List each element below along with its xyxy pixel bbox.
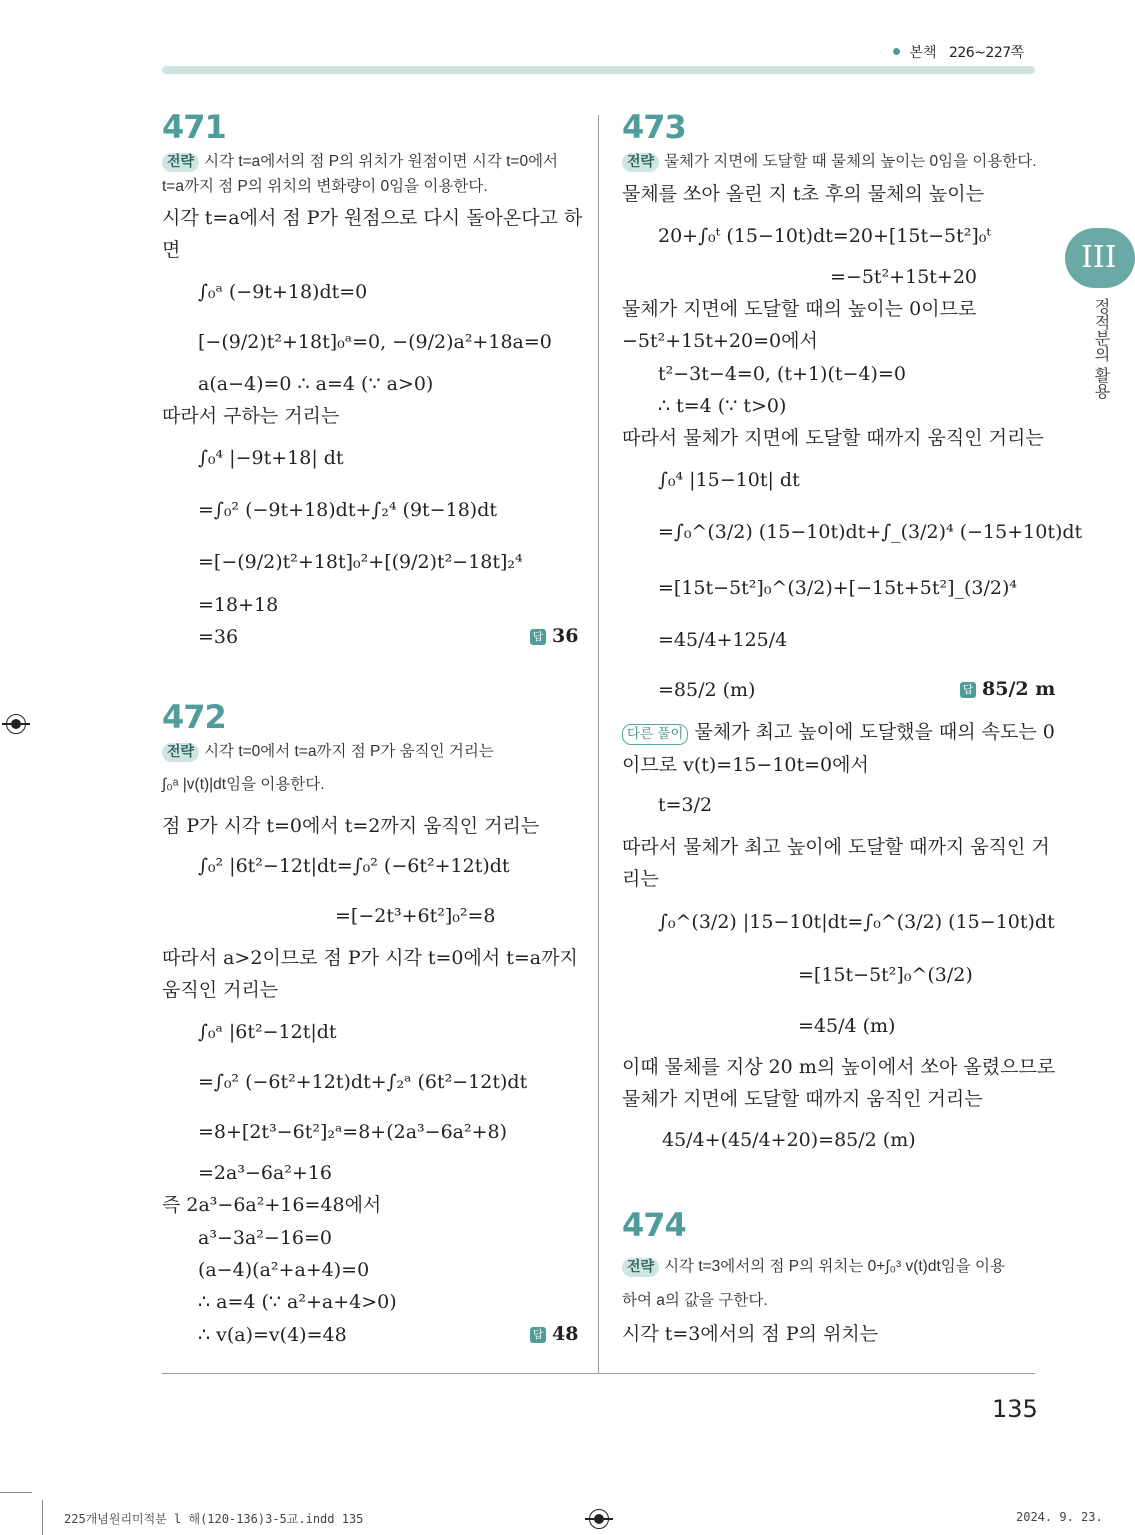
crop-mark [0, 1492, 32, 1493]
bullet-icon [893, 48, 900, 55]
answer [530, 625, 578, 647]
strategy-tag: 전략 [622, 1258, 659, 1277]
crop-mark [42, 1500, 43, 1535]
answer-value: 48 [552, 1323, 579, 1345]
problem-number: 474 [622, 1206, 686, 1244]
strategy-text: 시각 t=3에서의 점 P의 위치는 0+∫₀³ v(t)dt임을 이용 [664, 1258, 1005, 1275]
math-line: (a−4)(a²+a+4)=0 [198, 1259, 370, 1281]
math-line: ∫₀ᵃ |6t²−12t|dt [198, 1021, 337, 1043]
chapter-tab [1065, 228, 1135, 288]
solution-line: 따라서 물체가 최고 높이에 도달할 때까지 움직인 거 [622, 836, 1050, 858]
answer-value: 85/2 m [982, 678, 1056, 700]
strategy-tag: 전략 [162, 743, 199, 762]
math-line: =[−(9/2)t²+18t]₀²+[(9/2)t²−18t]₂⁴ [198, 551, 523, 573]
strategy-text: 시각 t=a에서의 점 P의 위치가 원점이면 시각 t=0에서 [204, 153, 559, 170]
strategy-line [622, 1255, 1005, 1279]
math-line: =∫₀² (−9t+18)dt+∫₂⁴ (9t−18)dt [198, 499, 497, 521]
math-line: =[15t−5t²]₀^(3/2) [798, 964, 973, 986]
math-line: ∫₀⁴ |−9t+18| dt [198, 447, 344, 469]
strategy-line [622, 150, 1037, 174]
math-line: =−5t²+15t+20 [830, 266, 978, 288]
strategy-tag: 전략 [162, 153, 199, 172]
footer-filename: 225개념원리미적분 l 해(120-136)3-5교.indd 135 [64, 1512, 364, 1526]
solution-line: 면 [162, 239, 181, 261]
solution-line: 즉 2a³−6a²+16=48에서 [162, 1194, 382, 1216]
math-line: t²−3t−4=0, (t+1)(t−4)=0 [658, 363, 906, 385]
math-line: =85/2 (m) [658, 679, 756, 701]
footer-date: 2024. 9. 23. [1016, 1510, 1103, 1524]
solution-line: 물체를 쏘아 올린 지 t초 후의 물체의 높이는 [622, 183, 984, 205]
strategy-line [162, 150, 558, 174]
page-header [893, 42, 1024, 62]
math-line: ∫₀^(3/2) |15−10t|dt=∫₀^(3/2) (15−10t)dt [658, 911, 1055, 933]
header-bar [162, 66, 1035, 74]
chapter-number: III [1081, 240, 1117, 275]
solution-line: 움직인 거리는 [162, 979, 279, 1001]
math-line: t=3/2 [658, 794, 713, 816]
solution-line: 시각 t=a에서 점 P가 원점으로 다시 돌아온다고 하 [162, 207, 583, 229]
math-line: ∫₀ᵃ (−9t+18)dt=0 [198, 281, 368, 303]
registration-mark-icon [6, 714, 26, 734]
answer-badge: 답 [960, 682, 976, 698]
math-line: =45/4+125/4 [658, 629, 788, 651]
math-line: =∫₀² (−6t²+12t)dt+∫₂ᵃ (6t²−12t)dt [198, 1071, 528, 1093]
bottom-rule [162, 1373, 1035, 1374]
math-line: ∴ a=4 (∵ a²+a+4>0) [198, 1291, 397, 1313]
solution-line: 리는 [622, 868, 659, 890]
chapter-title: 정적분의 활용 [1092, 298, 1111, 400]
math-line: ∴ v(a)=v(4)=48 [198, 1324, 347, 1346]
answer [960, 678, 1055, 700]
problem-number: 473 [622, 108, 686, 146]
math-line: =45/4 (m) [798, 1015, 896, 1037]
solution-line: 시각 t=3에서의 점 P의 위치는 [622, 1323, 879, 1345]
math-line: =8+[2t³−6t²]₂ᵃ=8+(2a³−6a²+8) [198, 1121, 508, 1143]
strategy-text: 시각 t=0에서 t=a까지 점 P가 움직인 거리는 [204, 743, 494, 760]
problem-number: 472 [162, 698, 226, 736]
strategy-line: ∫₀ᵃ |v(t)|dt임을 이용한다. [162, 776, 325, 793]
math-line: =[15t−5t²]₀^(3/2)+[−15t+5t²]_(3/2)⁴ [658, 577, 1018, 599]
answer-badge: 답 [530, 1327, 546, 1343]
answer-badge: 답 [530, 629, 546, 645]
math-line: ∴ t=4 (∵ t>0) [658, 395, 787, 417]
math-line: 20+∫₀ᵗ (15−10t)dt=20+[15t−5t²]₀ᵗ [658, 225, 992, 247]
solution-line: 점 P가 시각 t=0에서 t=2까지 움직인 거리는 [162, 815, 540, 837]
strategy-text: 물체가 지면에 도달할 때 물체의 높이는 0임을 이용한다. [664, 153, 1037, 170]
math-line: 45/4+(45/4+20)=85/2 (m) [662, 1129, 916, 1151]
solution-line: 따라서 구하는 거리는 [162, 405, 340, 427]
math-line: ∫₀⁴ |15−10t| dt [658, 469, 800, 491]
math-line: ∫₀² |6t²−12t|dt=∫₀² (−6t²+12t)dt [198, 855, 510, 877]
strategy-line: 하여 a의 값을 구한다. [622, 1292, 768, 1309]
page-number: 135 [992, 1395, 1038, 1423]
solution-line: 물체가 지면에 도달할 때의 높이는 0이므로 [622, 298, 977, 320]
solution-line: 따라서 a>2이므로 점 P가 시각 t=0에서 t=a까지 [162, 947, 578, 969]
book-label: 본책 [909, 45, 937, 61]
math-line: =2a³−6a²+16 [198, 1162, 333, 1184]
solution-line: 이므로 v(t)=15−10t=0에서 [622, 754, 869, 776]
alt-text: 물체가 최고 높이에 도달했을 때의 속도는 0 [694, 721, 1055, 743]
alt-solution-line [622, 720, 1055, 745]
page-range: 226~227쪽 [948, 45, 1024, 61]
solution-line: 물체가 지면에 도달할 때까지 움직인 거리는 [622, 1088, 983, 1110]
answer-value: 36 [552, 625, 579, 647]
math-line: =∫₀^(3/2) (15−10t)dt+∫_(3/2)⁴ (−15+10t)dt [658, 521, 1083, 543]
math-line: a(a−4)=0 ∴ a=4 (∵ a>0) [198, 373, 434, 395]
math-line: =[−2t³+6t²]₀²=8 [335, 905, 496, 927]
math-line: [−(9/2)t²+18t]₀ᵃ=0, −(9/2)a²+18a=0 [198, 331, 552, 353]
alt-solution-tag: 다른 풀이 [622, 724, 688, 745]
strategy-tag: 전략 [622, 153, 659, 172]
column-divider [598, 115, 599, 1373]
answer [530, 1323, 578, 1345]
problem-number: 471 [162, 108, 226, 146]
solution-line: 따라서 물체가 지면에 도달할 때까지 움직인 거리는 [622, 427, 1044, 449]
strategy-line [162, 740, 494, 764]
registration-mark-icon [589, 1509, 609, 1529]
solution-line: −5t²+15t+20=0에서 [622, 330, 818, 352]
math-line: =36 [198, 626, 239, 648]
solution-line: 이때 물체를 지상 20 m의 높이에서 쏘아 올렸으므로 [622, 1056, 1056, 1078]
strategy-line: t=a까지 점 P의 위치의 변화량이 0임을 이용한다. [162, 178, 488, 195]
math-line: =18+18 [198, 594, 279, 616]
math-line: a³−3a²−16=0 [198, 1227, 333, 1249]
